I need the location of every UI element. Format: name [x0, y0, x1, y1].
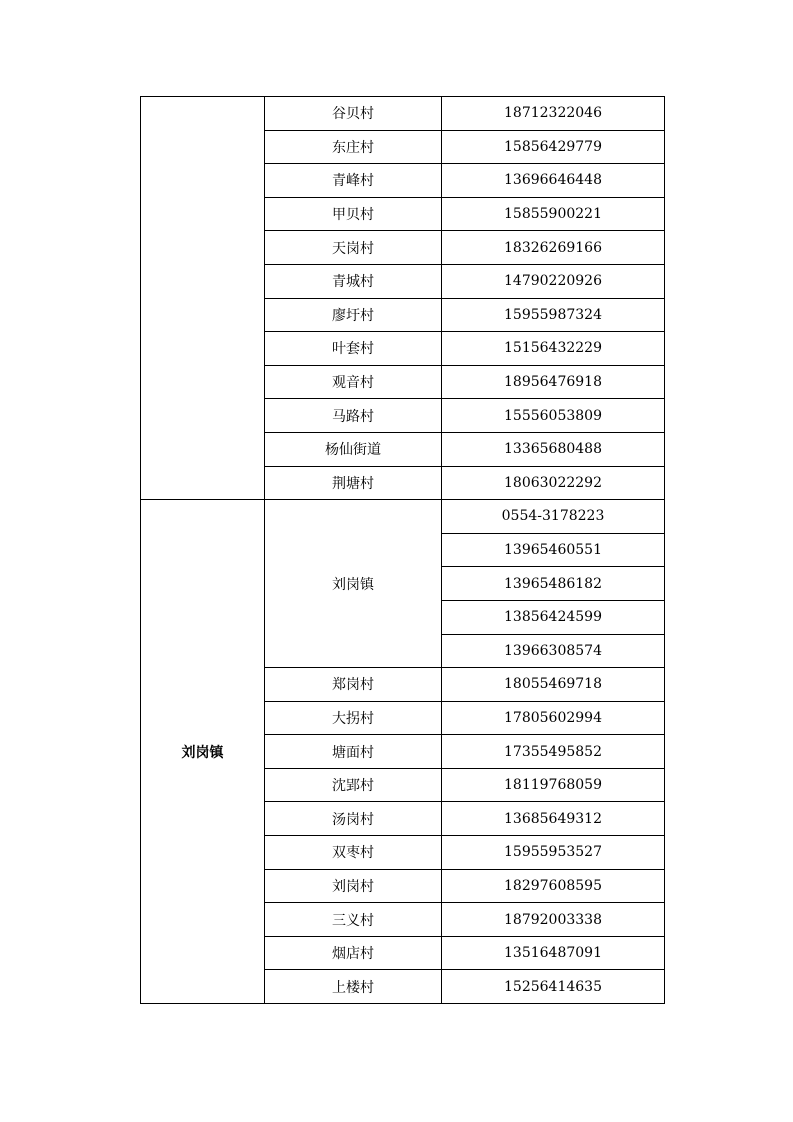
- village-name-cell: 大拐村: [265, 701, 442, 735]
- phone-number-cell: 18119768059: [442, 768, 665, 802]
- contact-table: [140, 96, 665, 1004]
- phone-number-cell: 18956476918: [442, 365, 665, 399]
- phone-number-cell: 0554-3178223: [442, 500, 665, 534]
- phone-number-cell: 15556053809: [442, 399, 665, 433]
- phone-number-cell: 13965486182: [442, 567, 665, 601]
- village-name-cell: 塘面村: [265, 735, 442, 769]
- village-name-cell: 观音村: [265, 365, 442, 399]
- phone-number-cell: 13516487091: [442, 936, 665, 970]
- table-row: [141, 500, 665, 534]
- phone-number-cell: 18712322046: [442, 97, 665, 131]
- contact-table-body: [141, 97, 665, 1004]
- town-name-cell: [141, 97, 265, 500]
- village-name-cell: 马路村: [265, 399, 442, 433]
- phone-number-cell: 15955987324: [442, 298, 665, 332]
- village-name-cell: 上楼村: [265, 970, 442, 1004]
- village-name-cell: 天岗村: [265, 231, 442, 265]
- phone-number-cell: 13685649312: [442, 802, 665, 836]
- village-name-cell: 刘岗村: [265, 869, 442, 903]
- village-name-cell: 三义村: [265, 903, 442, 937]
- phone-number-cell: 13856424599: [442, 600, 665, 634]
- village-name-cell: 青峰村: [265, 164, 442, 198]
- village-name-cell: 谷贝村: [265, 97, 442, 131]
- phone-number-cell: 18792003338: [442, 903, 665, 937]
- village-name-cell: 青城村: [265, 264, 442, 298]
- town-name-cell: 刘岗镇: [141, 500, 265, 1004]
- village-name-cell: 荆塘村: [265, 466, 442, 500]
- phone-number-cell: 18063022292: [442, 466, 665, 500]
- table-row: [141, 97, 665, 131]
- village-name-cell: 郑岗村: [265, 668, 442, 702]
- village-name-cell: 甲贝村: [265, 197, 442, 231]
- village-name-cell: 烟店村: [265, 936, 442, 970]
- phone-number-cell: 13966308574: [442, 634, 665, 668]
- phone-number-cell: 13965460551: [442, 533, 665, 567]
- village-name-cell: 廖圩村: [265, 298, 442, 332]
- phone-number-cell: 18326269166: [442, 231, 665, 265]
- village-name-cell: 双枣村: [265, 836, 442, 870]
- phone-number-cell: 15856429779: [442, 130, 665, 164]
- village-name-cell: 沈郢村: [265, 768, 442, 802]
- village-name-cell: 叶套村: [265, 332, 442, 366]
- phone-number-cell: 15955953527: [442, 836, 665, 870]
- village-name-cell: 杨仙街道: [265, 432, 442, 466]
- phone-number-cell: 18055469718: [442, 668, 665, 702]
- phone-number-cell: 18297608595: [442, 869, 665, 903]
- phone-number-cell: 15256414635: [442, 970, 665, 1004]
- phone-number-cell: 15855900221: [442, 197, 665, 231]
- phone-number-cell: 13696646448: [442, 164, 665, 198]
- phone-number-cell: 13365680488: [442, 432, 665, 466]
- phone-number-cell: 17805602994: [442, 701, 665, 735]
- phone-number-cell: 17355495852: [442, 735, 665, 769]
- phone-number-cell: 15156432229: [442, 332, 665, 366]
- phone-number-cell: 14790220926: [442, 264, 665, 298]
- village-name-cell: 汤岗村: [265, 802, 442, 836]
- office-name-cell: 刘岗镇: [265, 500, 442, 668]
- village-name-cell: 东庄村: [265, 130, 442, 164]
